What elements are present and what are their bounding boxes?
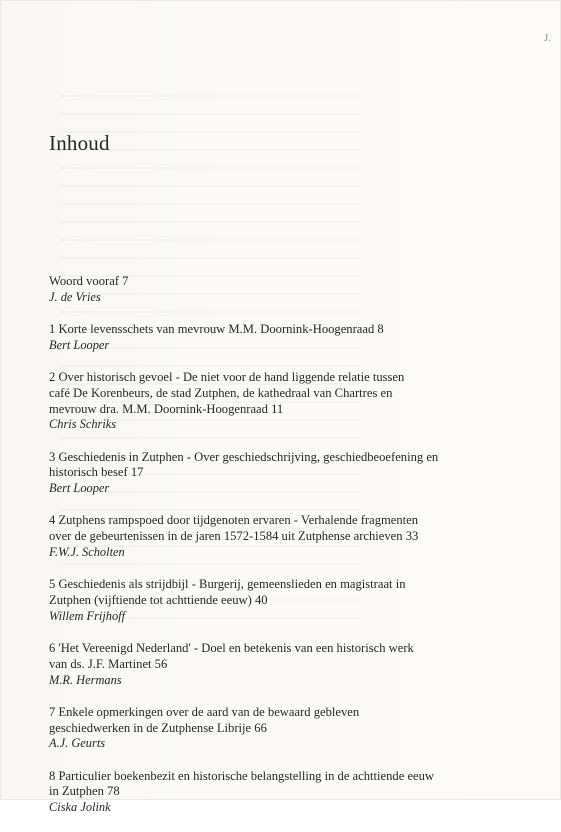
toc-entry-title-line: in Zutphen 78 [49,784,120,799]
toc-entry [49,705,501,752]
toc-entry-title-line: geschiedwerken in de Zutphense Librije 66 [49,720,267,735]
toc-entry-author: Bert Looper [49,481,110,496]
toc-entry-title-line: Zutphen (vijftiende tot achttiende eeuw) 40 [49,592,268,607]
toc-entry [49,513,501,560]
toc-entry-title-line: van ds. J.F. Martinet 56 [49,656,168,671]
toc-entry-author: Ciska Jolink [49,800,111,815]
corner-mark: J. [543,32,551,44]
toc-entry-title-line: 6 'Het Vereenigd Nederland' - Doel en betekenis van een historisch werk [49,640,414,655]
toc-entry [49,274,501,305]
toc-entry [49,450,501,497]
page-title: Inhoud [49,131,110,156]
toc-entry [49,577,501,624]
toc-entry [49,641,501,688]
toc-entry-author: M.R. Hermans [49,672,122,687]
toc-entry-title-line: Woord vooraf 7 [49,274,129,288]
toc-entry [49,370,501,433]
toc-entry-title-line: historisch besef 17 [49,465,144,480]
toc-entry [49,322,501,353]
toc-entry-title-line: 2 Over historisch gevoel - De niet voor de hand liggende relatie tussen [49,370,405,384]
toc-entry-author: A.J. Geurts [49,736,106,751]
toc-entry-title-line: café De Korenbeurs, de stad Zutphen, de kathedraal van Chartres en [49,385,393,400]
toc-entry-author: J. de Vries [49,289,101,304]
toc-entry-author: Willem Frijhoff [49,608,126,623]
toc-entry-author: Bert Looper [49,337,110,352]
table-of-contents [49,274,501,832]
toc-entry-author: Chris Schriks [49,417,117,432]
toc-entry-title-line: 3 Geschiedenis in Zutphen - Over geschiedschrijving, geschiedbeoefening en [49,449,439,464]
toc-entry [49,769,501,816]
toc-entry-title-line: 1 Korte levensschets van mevrouw M.M. Doornink-Hoogenraad 8 [49,322,384,336]
toc-entry-title-line: over de gebeurtenissen in de jaren 1572-1584 uit Zutphense archieven 33 [49,529,419,544]
toc-entry-author: F.W.J. Scholten [49,544,125,559]
toc-entry-title-line: mevrouw dra. M.M. Doornink-Hoogenraad 11 [49,401,284,416]
toc-entry-title-line: 7 Enkele opmerkingen over de aard van de bewaard gebleven [49,704,360,719]
toc-entry-title-line: 8 Particulier boekenbezit en historische belangstelling in de achttiende eeuw [49,768,435,783]
toc-entry-title-line: 4 Zutphens rampspoed door tijdgenoten ervaren - Verhalende fragmenten [49,513,419,528]
toc-entry-title-line: 5 Geschiedenis als strijdbijl - Burgerij, gemeenslieden en magistraat in [49,577,406,592]
